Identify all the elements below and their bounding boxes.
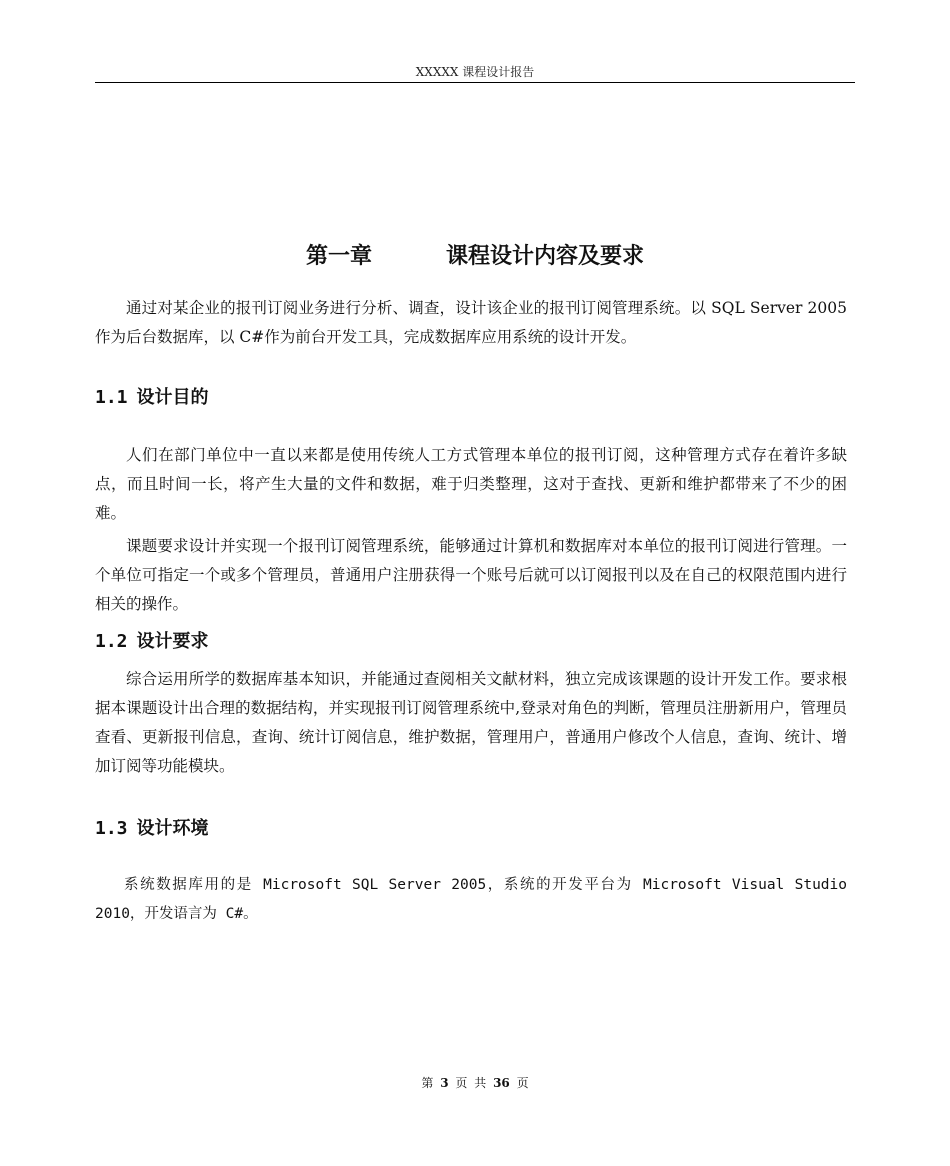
- footer-total-pages: 36: [493, 1076, 510, 1090]
- chapter-name: 课程设计内容及要求: [446, 243, 645, 269]
- section-number: 1.2: [95, 631, 128, 652]
- section-number: 1.3: [95, 818, 128, 839]
- footer-middle: 页 共: [455, 1076, 487, 1090]
- page-footer: [95, 1073, 855, 1093]
- section-number: 1.1: [95, 387, 128, 408]
- body-paragraph: 系统数据库用的是 Microsoft SQL Server 2005，系统的开发平台为 Microsoft Visual Studio 2010，开发语言为 C#。: [95, 877, 847, 922]
- section-heading-1-1: [95, 383, 209, 413]
- header-title: XXXXX 课程设计报告: [415, 65, 535, 79]
- intro-paragraph: 通过对某企业的报刊订阅业务进行分析、调查，设计该企业的报刊订阅管理系统。以 SQL Server 2005 作为后台数据库，以 C#作为前台开发工具，完成数据库应用系统的设计开发。: [95, 299, 847, 346]
- body-paragraph: 人们在部门单位中一直以来都是使用传统人工方式管理本单位的报刊订阅，这种管理方式存在着许多缺点，而且时间一长，将产生大量的文件和数据，难于归类整理，这对于查找、更新和维护都带来了不少的困难。: [95, 446, 847, 522]
- section-title: 设计环境: [136, 818, 209, 839]
- section-title: 设计目的: [136, 387, 209, 408]
- page-header: [95, 62, 855, 83]
- footer-prefix: 第: [421, 1076, 434, 1090]
- footer-suffix: 页: [516, 1076, 529, 1090]
- chapter-title: [95, 237, 855, 277]
- footer-page-number: 3: [440, 1076, 449, 1090]
- section-heading-1-2: [95, 627, 209, 657]
- section-title: 设计要求: [136, 631, 209, 652]
- section-heading-1-3: [95, 814, 209, 844]
- body-paragraph: 课题要求设计并实现一个报刊订阅管理系统，能够通过计算机和数据库对本单位的报刊订阅进行管理。一个单位可指定一个或多个管理员，普通用户注册获得一个账号后就可以订阅报刊以及在自己的权限范围内进行相关的操作。: [95, 537, 847, 613]
- body-paragraph: 综合运用所学的数据库基本知识，并能通过查阅相关文献材料，独立完成该课题的设计开发工作。要求根据本课题设计出合理的数据结构，并实现报刊订阅管理系统中,登录对角色的判断，管理员注册新用户，管理员查看、更新报刊信息，查询、统计订阅信息，维护数据，管理用户，普通用户修改个人信息，查询、统计、增加订阅等功能模块。: [95, 670, 847, 775]
- chapter-number: 第一章: [305, 243, 372, 269]
